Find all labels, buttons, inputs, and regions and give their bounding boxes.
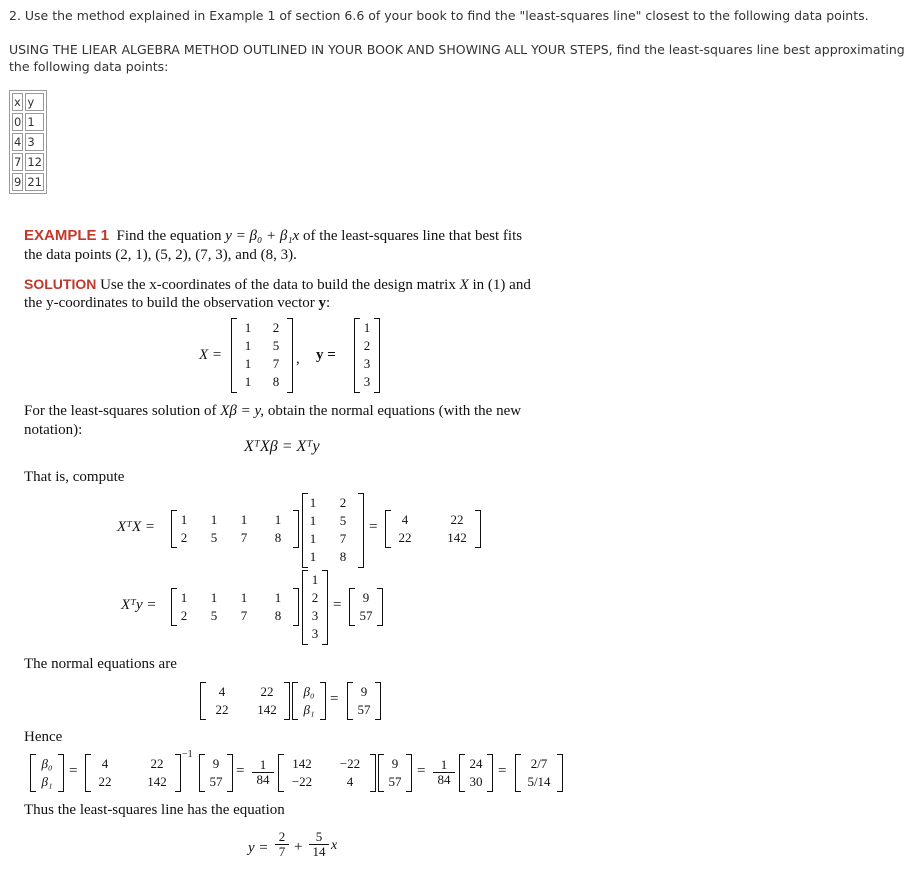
matrix-cell: 1 (240, 512, 248, 527)
normal-intro-text: notation): (24, 422, 83, 438)
table-cell: 1 (25, 113, 44, 131)
statement-text: Find the equation (116, 228, 222, 244)
plus-sign: + (294, 839, 303, 855)
matrix-cell: 4 (218, 684, 226, 699)
matrix-cell: 1 (180, 590, 188, 605)
x-design-matrix (231, 318, 293, 393)
table-cell: 12 (27, 155, 42, 169)
xtx-result-matrix (385, 510, 481, 548)
solution-text-part: y (318, 295, 326, 311)
y-vector-label (316, 347, 336, 364)
y-observation-vector (354, 318, 380, 393)
matrix-cell: 2 (363, 338, 371, 353)
matrix-cell: 2 (311, 590, 319, 605)
solution-text (24, 275, 531, 295)
solution-text-part: in (1) and (472, 277, 531, 293)
coefficient-matrix (200, 682, 290, 720)
matrix-cell: β₁ (41, 774, 53, 789)
table-cell: 3 (25, 133, 44, 151)
example-statement (24, 226, 522, 246)
matrix-cell: 4 (401, 512, 409, 527)
table-row (12, 93, 44, 111)
thus-text: Thus the least-squares line has the equation (24, 802, 285, 818)
matrix-cell: 22 (398, 530, 412, 545)
solution-label: SOLUTION (24, 276, 97, 292)
matrix-cell: 30 (469, 774, 483, 789)
matrix-cell: 4 (101, 756, 109, 771)
matrix-cell: 1 (363, 320, 371, 335)
matrix-cell: β₁ (303, 702, 315, 717)
matrix-cell: 3 (311, 626, 319, 641)
matrix-cell: 3 (363, 374, 371, 389)
matrix-cell: 1 (309, 549, 317, 564)
matrix-cell: 1 (311, 572, 319, 587)
matrix-cell: 8 (274, 608, 282, 623)
matrix-cell: 3 (311, 608, 319, 623)
matrix-cell: 5 (210, 608, 218, 623)
fraction-numerator: 1 (252, 758, 274, 773)
matrix-cell: 1 (274, 590, 282, 605)
matrix-cell: 8 (339, 549, 347, 564)
matrix-cell: β₀ (41, 756, 53, 771)
matrix-cell: 1 (309, 531, 317, 546)
matrix-cell: 2 (339, 495, 347, 510)
matrix-cell: 5 (210, 530, 218, 545)
xty-label: Xᵀy = (121, 597, 157, 613)
beta-vector (30, 754, 64, 792)
table-cell: 4 (14, 135, 22, 149)
text-part: obtain the normal equations (with the new (267, 403, 522, 419)
equals-sign: = (498, 763, 507, 779)
final-x-variable: x (331, 838, 338, 853)
fraction-denominator: 14 (312, 844, 326, 859)
solution-vector (515, 754, 563, 792)
x-transpose-matrix (171, 588, 299, 626)
table-cell: 0 (14, 115, 22, 129)
matrix-cell: 2 (272, 320, 280, 335)
matrix-cell: 5/14 (527, 774, 551, 789)
table-cell: 7 (14, 155, 22, 169)
fraction-denominator: 84 (256, 772, 270, 787)
matrix-cell: 9 (362, 590, 370, 605)
rhs-vector (347, 682, 381, 720)
matrix-cell: 7 (240, 608, 248, 623)
example-1-image (19, 219, 572, 870)
product-vector (459, 754, 493, 792)
rhs-vector (199, 754, 233, 792)
table-cell: 9 (14, 175, 22, 189)
matrix-cell: β₀ (303, 684, 315, 699)
normal-equations-text: The normal equations are (24, 656, 177, 672)
fraction-denominator: 84 (437, 772, 451, 787)
text-part: For the least-squares solution of (24, 403, 217, 419)
fraction-numerator: 1 (433, 758, 455, 773)
matrix-cell: 57 (209, 774, 223, 789)
coefficient-matrix (85, 754, 181, 792)
xtx-label: XᵀX = (117, 519, 155, 535)
example-label: EXAMPLE 1 (24, 227, 110, 244)
matrix-cell: −22 (339, 756, 361, 771)
equals-sign: = (369, 519, 378, 535)
y-label-text: y = (316, 347, 336, 363)
statement-text: the data points (2, 1), (5, 2), (7, 3), and (8, 3). (24, 247, 297, 263)
table-row (12, 133, 44, 151)
matrix-cell: 1 (274, 512, 282, 527)
matrix-cell: 3 (363, 356, 371, 371)
matrix-cell: −22 (291, 774, 313, 789)
matrix-cell: 9 (391, 756, 399, 771)
matrix-cell: 8 (272, 374, 280, 389)
that-is-text: That is, compute (24, 469, 125, 485)
equals-sign: = (236, 763, 245, 779)
matrix-cell: 2 (180, 530, 188, 545)
inverse-exponent: −1 (182, 749, 193, 760)
solution-text-part: x-coordinates of the data to build the design matrix (149, 277, 456, 293)
fraction-numerator: 2 (275, 830, 289, 845)
table-cell: 21 (27, 175, 42, 189)
question-line-2: USING THE LIEAR ALGEBRA METHOD OUTLINED IN YOUR BOOK AND SHOWING ALL YOUR STEPS, find the least-squares line best approximating the following data points: (9, 42, 905, 74)
y-observation-vector-repeat (302, 570, 328, 645)
normal-intro-text (24, 402, 521, 421)
matrix-cell: 9 (360, 684, 368, 699)
solution-text-part: the y-coordinates to build the observation vector (24, 295, 315, 311)
hence-text: Hence (24, 729, 63, 745)
matrix-cell: 1 (244, 338, 252, 353)
text-part: Xβ = y, (220, 403, 265, 419)
matrix-cell: 57 (388, 774, 402, 789)
inverse-scalar (433, 758, 455, 787)
xty-result-vector (349, 588, 383, 626)
matrix-cell: 1 (309, 513, 317, 528)
solution-text-part: X (459, 277, 469, 293)
adjugate-matrix (278, 754, 376, 792)
matrix-cell: 22 (260, 684, 274, 699)
matrix-cell: 9 (212, 756, 220, 771)
intercept-fraction (275, 830, 289, 859)
solution-text: the y-coordinates to build the observation vector y: (24, 295, 331, 311)
matrix-cell: 1 (309, 495, 317, 510)
solution-text-part: Use the (100, 277, 146, 293)
matrix-cell: 142 (257, 702, 277, 717)
table-header-y: y (25, 93, 44, 111)
matrix-cell: 57 (359, 608, 373, 623)
matrix-cell: 22 (150, 756, 164, 771)
matrix-cell: 4 (346, 774, 354, 789)
final-y-label: y = (248, 840, 269, 856)
table-row (12, 113, 44, 131)
table-header-x: x (12, 93, 23, 111)
matrix-cell: 5 (272, 338, 280, 353)
matrix-cell: 1 (210, 590, 218, 605)
beta-vector (292, 682, 326, 720)
model-equation: y = β₀ + β₁x (225, 228, 300, 244)
matrix-cell: 2 (180, 608, 188, 623)
matrix-cell: 1 (180, 512, 188, 527)
equals-sign: = (417, 763, 426, 779)
statement-text: of the least-squares line that best fits (302, 228, 523, 244)
x-matrix-label: X = (199, 347, 223, 363)
matrix-cell: 2/7 (530, 756, 548, 771)
matrix-cell: 7 (240, 530, 248, 545)
normal-equation: XᵀXβ = Xᵀy (244, 438, 320, 455)
matrix-cell: 7 (339, 531, 347, 546)
separator-comma: , (296, 351, 300, 367)
matrix-cell: 142 (447, 530, 467, 545)
table-row (12, 173, 44, 191)
slope-fraction (309, 830, 329, 859)
matrix-cell: 8 (274, 530, 282, 545)
rhs-vector (378, 754, 412, 792)
inverse-scalar (252, 758, 274, 787)
equals-sign: = (330, 691, 339, 707)
matrix-cell: 57 (357, 702, 371, 717)
fraction-numerator: 5 (309, 830, 329, 845)
question-line-1: 2. Use the method explained in Example 1 of section 6.6 of your book to find the "least-squares line" closest to the following data points. (9, 8, 869, 23)
equals-sign: = (333, 597, 342, 613)
matrix-cell: 142 (292, 756, 312, 771)
matrix-cell: 22 (215, 702, 229, 717)
table-row (12, 153, 44, 171)
matrix-cell: 1 (244, 320, 252, 335)
matrix-cell: 22 (98, 774, 112, 789)
matrix-cell: 1 (240, 590, 248, 605)
matrix-cell: 24 (469, 756, 483, 771)
data-points-table (9, 90, 47, 194)
matrix-cell: 1 (244, 374, 252, 389)
matrix-cell: 7 (272, 356, 280, 371)
equals-sign: = (69, 763, 78, 779)
matrix-cell: 1 (244, 356, 252, 371)
x-transpose-matrix (171, 510, 299, 548)
matrix-cell: 1 (210, 512, 218, 527)
fraction-denominator: 7 (278, 844, 286, 859)
x-design-matrix-repeat (302, 493, 364, 568)
matrix-cell: 22 (450, 512, 464, 527)
matrix-cell: 5 (339, 513, 347, 528)
matrix-cell: 142 (147, 774, 167, 789)
